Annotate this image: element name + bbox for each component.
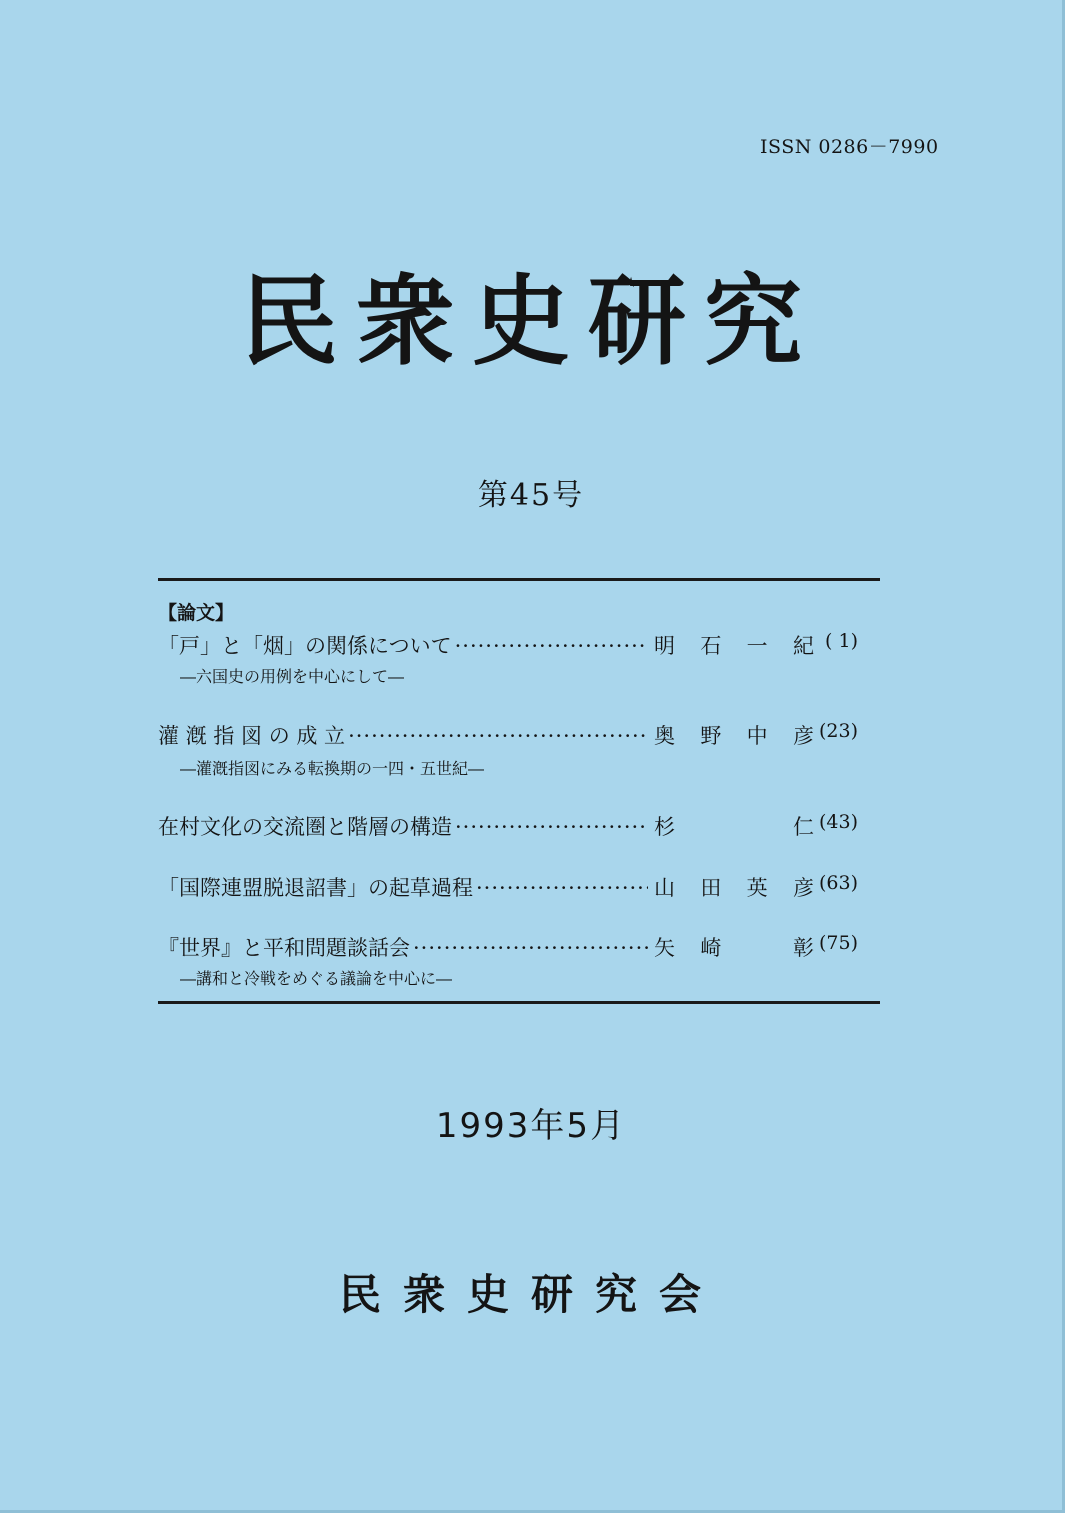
journal-title: 民衆史研究	[239, 264, 820, 379]
article-subtitle: ―灌漑指図にみる転換期の一四・五世紀―	[180, 759, 485, 778]
article-author: 奥野中彦	[654, 724, 814, 748]
publication-date: 1993年5月	[435, 1106, 627, 1146]
article-author: 杉 仁	[654, 815, 814, 839]
toc-entry	[158, 811, 858, 841]
section-label: 【論文】	[158, 602, 235, 624]
toc-entry	[158, 630, 858, 660]
article-author: 山田英彦	[654, 876, 814, 900]
article-title: 「戸」と「烟」の関係について ·····	[158, 630, 648, 660]
article-page: (23)	[818, 720, 858, 742]
article-author: 明石一紀	[654, 634, 814, 658]
publisher-name: 民衆史研究会	[338, 1270, 723, 1319]
article-title: 『世界』と平和問題談話会 ·····	[158, 932, 648, 962]
toc-entry	[158, 932, 858, 962]
article-subtitle: ―講和と冷戦をめぐる議論を中心に―	[180, 969, 453, 988]
article-page: (43)	[818, 811, 858, 833]
article-title: 在村文化の交流圏と階層の構造 ·····	[158, 811, 648, 841]
toc-entry	[158, 872, 858, 902]
toc-entry	[158, 720, 858, 750]
article-title: 「国際連盟脱退詔書」の起草過程 ·····	[158, 872, 648, 902]
issue-number: 第45号	[477, 478, 585, 513]
toc-bottom-rule	[158, 1001, 880, 1004]
issn-number: ISSN 0286－7990	[760, 136, 939, 158]
article-title: 灌 漑 指 図 の 成 立 ·····	[158, 720, 648, 750]
toc-top-rule	[158, 578, 880, 581]
article-subtitle: ―六国史の用例を中心にして―	[180, 667, 405, 686]
article-page: ( 1)	[825, 630, 858, 652]
article-page: (75)	[818, 932, 858, 954]
article-page: (63)	[818, 872, 858, 894]
article-author: 矢崎 彰	[654, 936, 814, 960]
